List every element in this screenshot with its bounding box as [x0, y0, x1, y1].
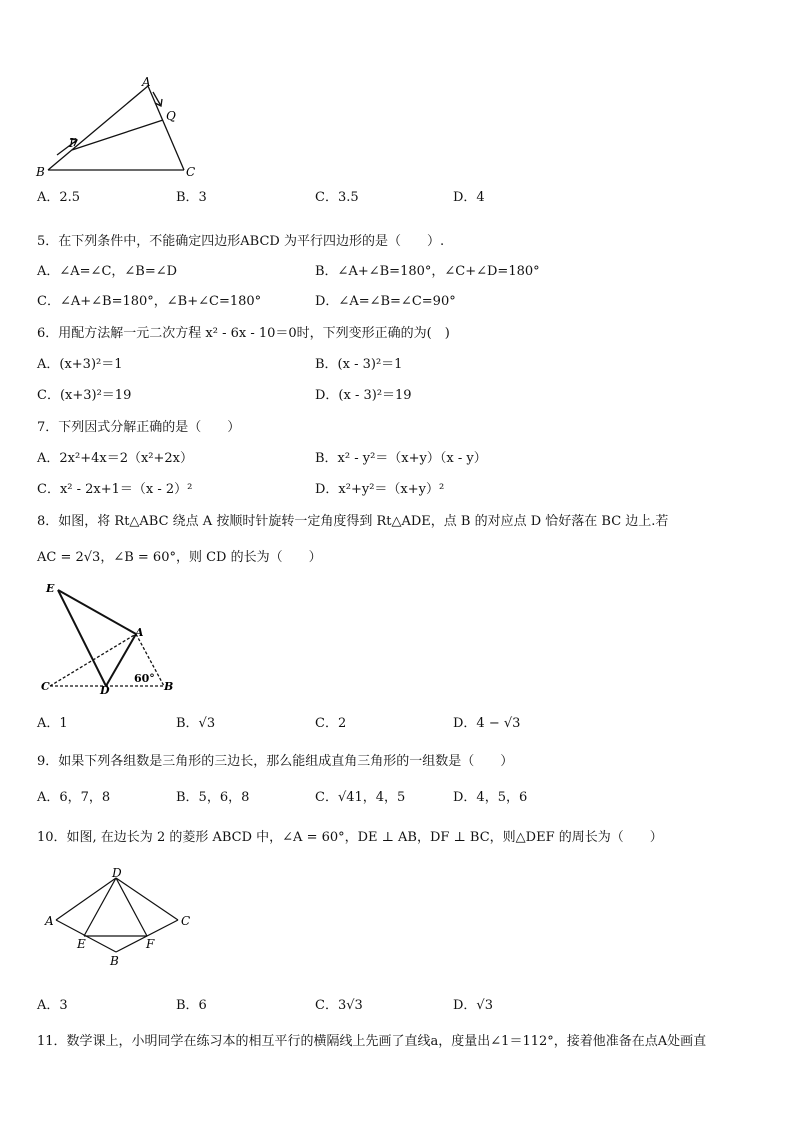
q8-label-e: E — [46, 582, 55, 595]
q8-stem-line2: AC = 2√3，∠B = 60°，则 CD 的长为（ ） — [37, 550, 322, 565]
q4-option-d: D．4 — [453, 190, 485, 205]
q5-option-d: D．∠A=∠B=∠C=90° — [315, 294, 456, 309]
q8-label-a: A — [135, 626, 144, 639]
q8-option-b: B．√3 — [176, 716, 216, 731]
q8-option-c: C．2 — [315, 716, 347, 731]
q10-label-b: B — [110, 954, 119, 968]
q4-label-c: C — [186, 165, 196, 179]
q6-option-a: A．(x+3)²＝1 — [37, 357, 123, 372]
q8-label-b: B — [164, 680, 174, 693]
q8-stem-line1: 8．如图，将 Rt△ABC 绕点 A 按顺时针旋转一定角度得到 Rt△ADE，点 B 的对应点 D 恰好落在 BC 边上.若 — [37, 514, 669, 529]
q7-option-d: D．x²+y²＝（x+y）² — [315, 482, 445, 497]
q4-label-a: A — [142, 76, 151, 89]
q4-figure — [30, 76, 200, 180]
q5-stem: 5．在下列条件中，不能确定四边形ABCD 为平行四边形的是（ ）. — [37, 234, 445, 249]
q10-label-c: C — [181, 914, 191, 928]
q8-figure — [36, 576, 186, 696]
q7-option-c: C．x² - 2x+1＝（x - 2）² — [37, 482, 193, 497]
q6-stem: 6．用配方法解一元二次方程 x² - 6x - 10＝0时，下列变形正确的为( ) — [37, 326, 450, 341]
q6-option-d: D．(x - 3)²＝19 — [315, 388, 412, 403]
q10-stem: 10．如图, 在边长为 2 的菱形 ABCD 中，∠A = 60°，DE ⊥ AB，DF ⊥ BC，则△DEF 的周长为（ ） — [37, 830, 663, 845]
q10-label-e: E — [77, 937, 86, 951]
q10-figure — [36, 862, 206, 972]
q8-option-a: A．1 — [37, 716, 68, 731]
q10-label-d: D — [112, 866, 122, 880]
q10-option-a: A．3 — [37, 998, 68, 1013]
q4-label-b: B — [36, 165, 45, 179]
q4-option-b: B．3 — [176, 190, 207, 205]
q9-stem: 9．如果下列各组数是三角形的三边长，那么能组成直角三角形的一组数是（ ） — [37, 754, 514, 769]
q4-label-q: Q — [166, 109, 176, 123]
q9-option-c: C．√41，4，5 — [315, 790, 406, 805]
q10-option-c: C．3√3 — [315, 998, 363, 1013]
q9-option-a: A．6，7，8 — [37, 790, 111, 805]
q5-option-b: B．∠A+∠B=180°，∠C+∠D=180° — [315, 264, 540, 279]
q10-option-b: B．6 — [176, 998, 207, 1013]
q6-option-b: B．(x - 3)²＝1 — [315, 357, 403, 372]
q9-option-d: D．4，5，6 — [453, 790, 528, 805]
q10-label-f: F — [146, 937, 155, 951]
q9-option-b: B．5，6，8 — [176, 790, 250, 805]
q10-label-a: A — [45, 914, 54, 928]
q7-option-a: A．2x²+4x＝2（x²+2x） — [37, 451, 194, 466]
q8-label-d: D — [100, 684, 110, 696]
q8-label-c: C — [41, 680, 50, 693]
q4-label-p: P — [69, 136, 78, 150]
q8-label-angle: 60° — [134, 672, 155, 685]
q4-option-a: A．2.5 — [37, 190, 81, 205]
q7-option-b: B．x² - y²＝（x+y）（x - y） — [315, 451, 487, 466]
q11-stem: 11．数学课上，小明同学在练习本的相互平行的横隔线上先画了直线a，度量出∠1＝112°，接着他准备在点A处画直 — [37, 1034, 707, 1049]
q5-option-c: C．∠A+∠B=180°，∠B+∠C=180° — [37, 294, 262, 309]
q6-option-c: C．(x+3)²＝19 — [37, 388, 132, 403]
q8-option-d: D．4 − √3 — [453, 716, 521, 731]
q10-option-d: D．√3 — [453, 998, 493, 1013]
q4-option-c: C．3.5 — [315, 190, 359, 205]
q7-stem: 7．下列因式分解正确的是（ ） — [37, 420, 241, 435]
q5-option-a: A．∠A=∠C，∠B=∠D — [37, 264, 178, 279]
